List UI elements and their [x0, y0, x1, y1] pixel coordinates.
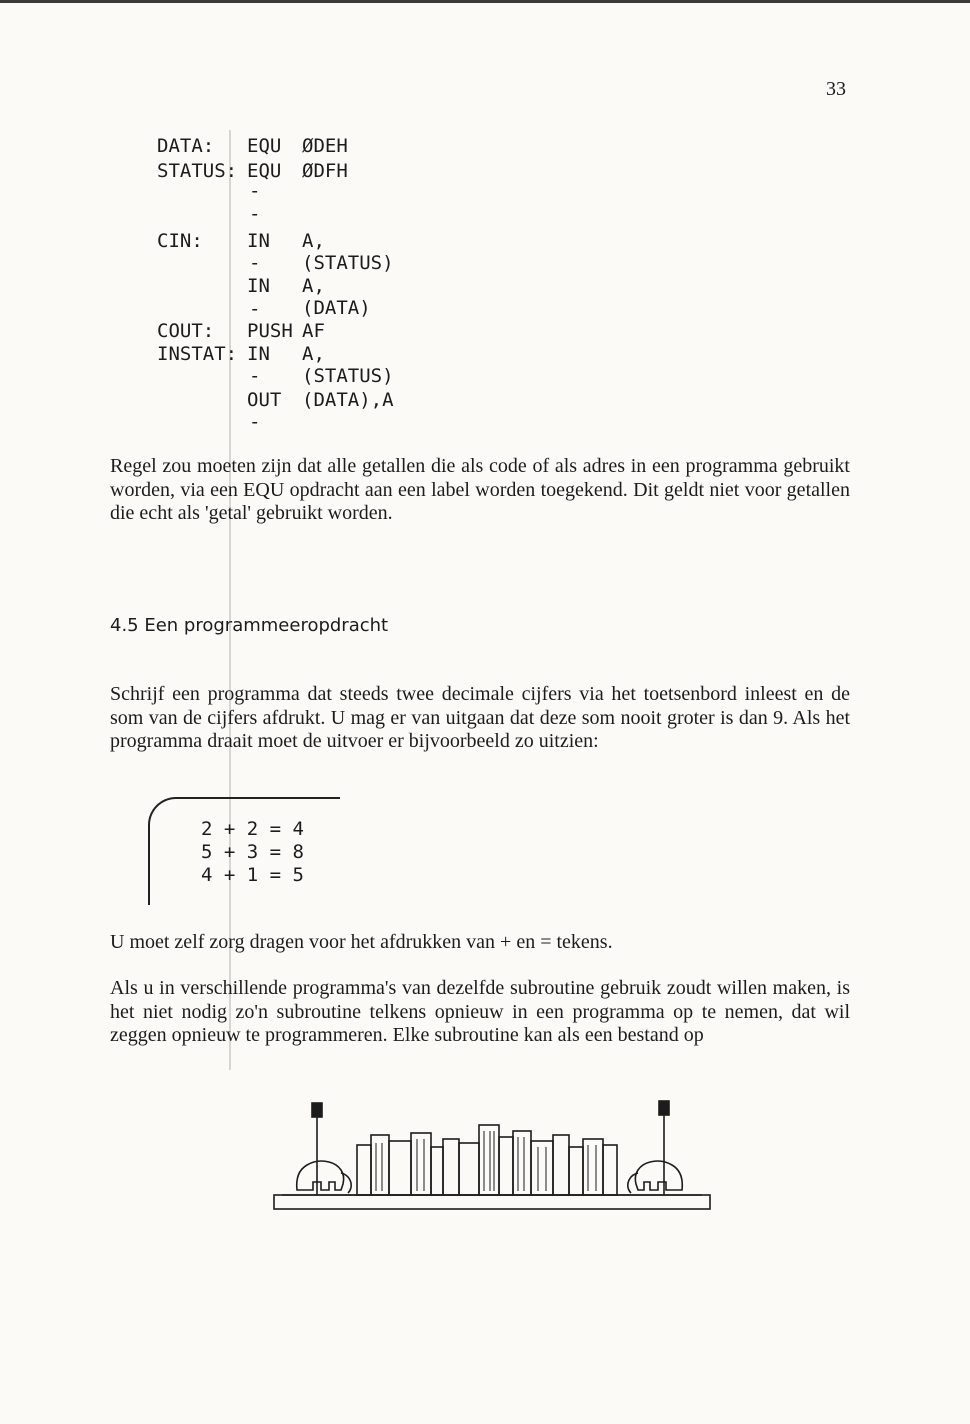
paragraph: Regel zou moeten zijn dat alle getallen die als code of als adres in een programma gebruikt worden, via een EQU opdracht aan een label worden toegekend. Dit geldt niet voor getallen die echt als 'getal' gebruikt worden.: [110, 455, 850, 524]
elephant-left: [297, 1161, 344, 1190]
code-label: INSTAT:: [157, 343, 238, 365]
elephant-right: [635, 1161, 682, 1190]
code-opcode: OUT: [247, 389, 282, 411]
code-label: DATA:: [157, 135, 215, 157]
code-opcode: IN: [247, 275, 270, 297]
binding-shadow: [229, 130, 231, 1070]
code-operand: A,(STATUS): [302, 230, 394, 274]
code-operand: (DATA),A: [302, 389, 394, 411]
sample-output-line: 5 + 3 = 8: [201, 841, 304, 863]
top-border-line: [0, 0, 970, 3]
code-operand: ØDFH: [302, 160, 348, 182]
code-operand: ØDEH: [302, 135, 348, 157]
sample-output-line: 2 + 2 = 4: [201, 818, 304, 840]
code-label: COUT:: [157, 320, 215, 342]
bookend-flag-left: [312, 1103, 322, 1117]
bookshelf-illustration: [272, 1095, 712, 1215]
paragraph: U moet zelf zorg dragen voor het afdrukken van + en = tekens.: [110, 931, 613, 953]
code-ellipsis-dash: -: [249, 252, 261, 274]
shelf-board: [274, 1195, 710, 1209]
code-label: STATUS:: [157, 160, 238, 182]
code-ellipsis-dash: -: [249, 411, 261, 433]
bookend-flag-right: [659, 1101, 669, 1115]
code-ellipsis-dash: -: [249, 365, 261, 387]
code-operand: A,(STATUS): [302, 343, 394, 387]
code-ellipsis-dash: -: [249, 298, 261, 320]
section-heading: 4.5 Een programmeeropdracht: [110, 615, 389, 636]
code-ellipsis-dash: -: [249, 180, 261, 202]
code-operand: A,(DATA): [302, 275, 371, 319]
code-ellipsis-dash: -: [249, 203, 261, 225]
sample-output-line: 4 + 1 = 5: [201, 864, 304, 886]
paragraph: Als u in verschillende programma's van dezelfde subroutine gebruik zoudt willen maken, is het niet nodig zo'n subroutine telkens opnieuw in een programma op te nemen, dat wil zeggen opnieuw te programmeren. Elke subroutine kan als een bestand op: [110, 977, 850, 1046]
paragraph: Schrijf een programma dat steeds twee decimale cijfers via het toetsenbord inleest en de som van de cijfers afdrukt. U mag er van uitgaan dat deze som nooit groter is dan 9. Als het programma draait moet de uitvoer er bijvoorbeeld zo uitzien:: [110, 683, 850, 752]
code-opcode: IN: [247, 230, 270, 252]
page-number: 33: [826, 78, 846, 100]
code-opcode: PUSH: [247, 320, 293, 342]
code-opcode: EQU: [247, 135, 282, 157]
code-opcode: IN: [247, 343, 270, 365]
code-operand: AF: [302, 320, 325, 342]
code-opcode: EQU: [247, 160, 282, 182]
code-label: CIN:: [157, 230, 203, 252]
